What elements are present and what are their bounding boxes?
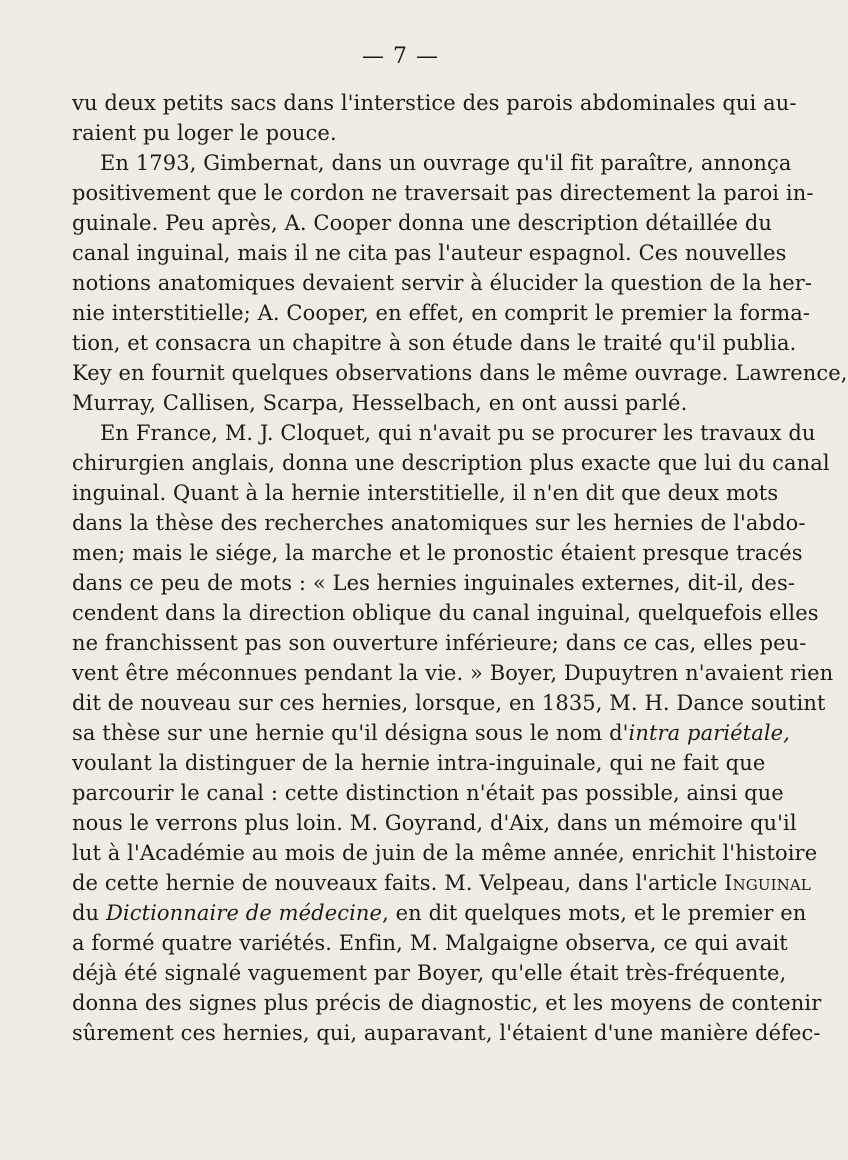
text-line: voulant la distinguer de la hernie intra-inguinale, qui ne fait que — [72, 751, 766, 775]
body-text — [72, 88, 848, 1048]
text-line: parcourir le canal : cette distinction n'était pas possible, ainsi que — [72, 781, 784, 805]
text-line: cendent dans la direction oblique du canal inguinal, quelquefois elles — [72, 601, 819, 625]
line-text: sa thèse sur une hernie qu'il désigna sous le nom d' — [72, 721, 629, 745]
text-line: déjà été signalé vaguement par Boyer, qu'elle était très-fréquente, — [72, 961, 787, 985]
text-line: positivement que le cordon ne traversait pas directement la paroi in- — [72, 181, 814, 205]
text-line: dans la thèse des recherches anatomiques sur les hernies de l'abdo- — [72, 511, 806, 535]
text-line: vent être méconnues pendant la vie. » Boyer, Dupuytren n'avaient rien — [72, 661, 834, 685]
text-line: guinale. Peu après, A. Cooper donna une description détaillée du — [72, 211, 773, 235]
text-line: Murray, Callisen, Scarpa, Hesselbach, en ont aussi parlé. — [72, 391, 688, 415]
text-line — [72, 898, 807, 928]
text-line: nous le verrons plus loin. M. Goyrand, d'Aix, dans un mémoire qu'il — [72, 811, 797, 835]
text-line: nie interstitielle; A. Cooper, en effet, en comprit le premier la forma- — [72, 301, 811, 325]
text-line: lut à l'Académie au mois de juin de la même année, enrichit l'histoire — [72, 841, 818, 865]
text-line: chirurgien anglais, donna une description plus exacte que lui du canal — [72, 451, 830, 475]
text-line: En 1793, Gimbernat, dans un ouvrage qu'il fit paraître, annonça — [100, 151, 792, 175]
text-line: a formé quatre variétés. Enfin, M. Malgaigne observa, ce qui avait — [72, 931, 788, 955]
text-line: Key en fournit quelques observations dans le même ouvrage. Lawrence, — [72, 361, 848, 385]
small-caps-term: Inguinal — [724, 871, 811, 895]
text-line: canal inguinal, mais il ne cita pas l'auteur espagnol. Ces nouvelles — [72, 241, 787, 265]
text-line: vu deux petits sacs dans l'interstice des parois abdominales qui au- — [72, 91, 797, 115]
text-line — [72, 718, 790, 748]
italic-title: Dictionnaire de médecine — [105, 901, 383, 925]
text-line: dit de nouveau sur ces hernies, lorsque, en 1835, M. H. Dance soutint — [72, 691, 826, 715]
text-line: ne franchissent pas son ouverture inférieure; dans ce cas, elles peu- — [72, 631, 807, 655]
text-line: raient pu loger le pouce. — [72, 121, 337, 145]
line-text: du — [72, 901, 106, 925]
text-line: En France, M. J. Cloquet, qui n'avait pu se procurer les travaux du — [100, 421, 816, 445]
text-line: sûrement ces hernies, qui, auparavant, l'étaient d'une manière défec- — [72, 1021, 821, 1045]
line-text: de cette hernie de nouveaux faits. M. Velpeau, dans l'article — [72, 871, 725, 895]
text-line — [72, 868, 811, 898]
text-line: inguinal. Quant à la hernie interstitielle, il n'en dit que deux mots — [72, 481, 779, 505]
text-line: donna des signes plus précis de diagnostic, et les moyens de contenir — [72, 991, 822, 1015]
text-line: tion, et consacra un chapitre à son étude dans le traité qu'il publia. — [72, 331, 797, 355]
text-line: men; mais le siége, la marche et le pronostic étaient presque tracés — [72, 541, 803, 565]
page-number: — 7 — — [362, 44, 439, 69]
text-line: notions anatomiques devaient servir à élucider la question de la her- — [72, 271, 813, 295]
italic-term: intra pariétale, — [628, 721, 790, 745]
line-text: , en dit quelques mots, et le premier en — [382, 901, 807, 925]
text-line: dans ce peu de mots : « Les hernies inguinales externes, dit-il, des- — [72, 571, 796, 595]
